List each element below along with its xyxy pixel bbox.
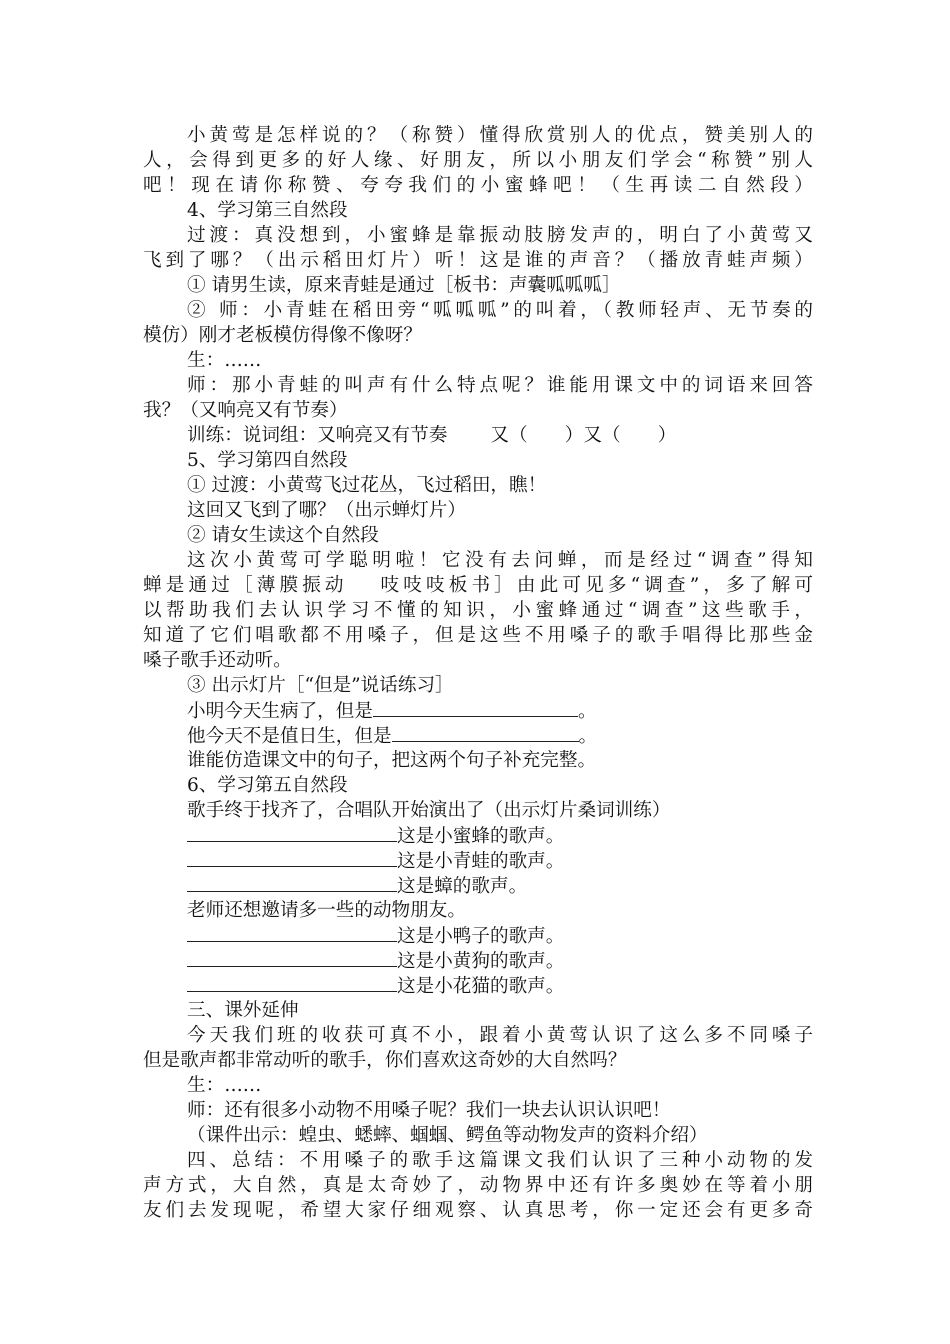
text-line: 蝉是通过［薄膜振动 吱吱吱板书］由此可见多“调查”，多了解可 (143, 575, 813, 596)
text-line: ③ 出示灯片［“但是”说话练习］ (187, 675, 454, 696)
section-heading: 6、学习第五自然段 (187, 775, 348, 796)
text-line: （课件出示：蝗虫、蟋蟀、蝈蝈、鳄鱼等动物发声的资料介绍） (187, 1125, 708, 1146)
section-heading: 4、学习第三自然段 (187, 200, 348, 221)
text-line: 人，会得到更多的好人缘、好朋友，所以小朋友们学会“称赞”别人 (143, 150, 813, 171)
fill-blank-line (187, 849, 813, 873)
fill-blank-line (187, 874, 813, 898)
fill-blank-line (187, 824, 813, 848)
text-line: 吧！现在请你称赞、夸夸我们的小蜜蜂吧！（生再读二自然段） (143, 175, 813, 196)
text-line: 知道了它们唱歌都不用嗓子，但是这些不用嗓子的歌手唱得比那些金 (143, 625, 813, 646)
fill-blank-sentence (187, 724, 813, 748)
text-line: 以帮助我们去认识学习不懂的知识，小蜜蜂通过“调查”这些歌手， (143, 600, 813, 621)
text-line: 小黄莺是怎样说的？（称赞）懂得欣赏别人的优点，赞美别人的 (187, 125, 813, 146)
text-line: ① 请男生读，原来青蛙是通过［板书：声囊呱呱呱］ (187, 275, 621, 296)
blank-suffix: 这是小黄狗的歌声。 (397, 951, 565, 972)
text-line: 训练：说词组：又响亮又有节奏 又（ ）又（ ） (187, 425, 677, 446)
fill-blank-line (187, 949, 813, 973)
blank-suffix: 这是小青蛙的歌声。 (397, 851, 565, 872)
blank-suffix: 这是小花猫的歌声。 (397, 976, 565, 997)
answer-blank (187, 974, 397, 992)
answer-blank (187, 874, 397, 892)
text-line: 歌手终于找齐了，合唱队开始演出了（出示灯片桑词训练） (187, 800, 671, 821)
text-line: 友们去发现呢，希望大家仔细观察、认真思考，你一定还会有更多奇 (143, 1200, 813, 1221)
text-line: 这次小黄莺可学聪明啦！它没有去问蝉，而是经过“调查”得知 (187, 550, 813, 571)
sentence-text: 他今天不是值日生，但是 (187, 726, 392, 747)
text-line: ① 过渡：小黄莺飞过花丛，飞过稻田，瞧！ (187, 475, 547, 496)
text-line: 谁能仿造课文中的句子，把这两个句子补充完整。 (187, 750, 597, 771)
text-line: 过渡：真没想到，小蜜蜂是靠振动肢膀发声的，明白了小黄莺又 (187, 225, 813, 246)
section-heading: 5、学习第四自然段 (187, 450, 348, 471)
text-line: 这回又飞到了哪？（出示蝉灯片） (187, 500, 466, 521)
text-line: 师：还有很多小动物不用嗓子呢？我们一块去认识认识吧！ (187, 1100, 671, 1121)
answer-blank (373, 699, 578, 717)
text-line: 今天我们班的收获可真不小，跟着小黄莺认识了这么多不同嗓子 (187, 1025, 813, 1046)
text-line: 生：…… (187, 350, 262, 371)
blank-suffix: 这是小鸭子的歌声。 (397, 926, 565, 947)
section-heading: 四、总结：不用嗓子的歌手这篇课文我们认识了三种小动物的发 (187, 1150, 813, 1171)
fill-blank-line (187, 924, 813, 948)
period: 。 (578, 726, 598, 747)
period: 。 (577, 701, 597, 722)
text-line: 生：…… (187, 1075, 262, 1096)
text-line: 师：那小青蛙的叫声有什么特点呢？谁能用课文中的词语来回答 (187, 375, 813, 396)
blank-suffix: 这是蟑的歌声。 (397, 876, 528, 897)
fill-blank-sentence (187, 699, 813, 723)
answer-blank (187, 824, 397, 842)
answer-blank (392, 724, 579, 742)
text-line: 模仿）刚才老板模仿得像不像呀？ (143, 325, 422, 346)
answer-blank (187, 949, 397, 967)
text-line: 飞到了哪？（出示稻田灯片）听！这是谁的声音？（播放青蛙声频） (143, 250, 813, 271)
sentence-text: 小明今天生病了，但是 (187, 701, 373, 722)
fill-blank-line (187, 974, 813, 998)
text-line: 嗓子歌手还动听。 (143, 650, 292, 671)
answer-blank (187, 924, 397, 942)
answer-blank (187, 849, 397, 867)
text-line: 老师还想邀请多一些的动物朋友。 (187, 900, 466, 921)
text-line: ② 请女生读这个自然段 (187, 525, 379, 546)
text-line: 声方式，大自然，真是太奇妙了，动物界中还有许多奥妙在等着小朋 (143, 1175, 813, 1196)
text-line: 我？（又响亮又有节奏） (143, 400, 348, 421)
section-heading: 三、课外延伸 (187, 1000, 299, 1021)
text-line: ② 师：小青蛙在稻田旁“呱呱呱”的叫着，（教师轻声、无节奏的 (187, 300, 813, 321)
blank-suffix: 这是小蜜蜂的歌声。 (397, 826, 565, 847)
text-line: 但是歌声都非常动听的歌手，你们喜欢这奇妙的大自然吗？ (143, 1050, 627, 1071)
